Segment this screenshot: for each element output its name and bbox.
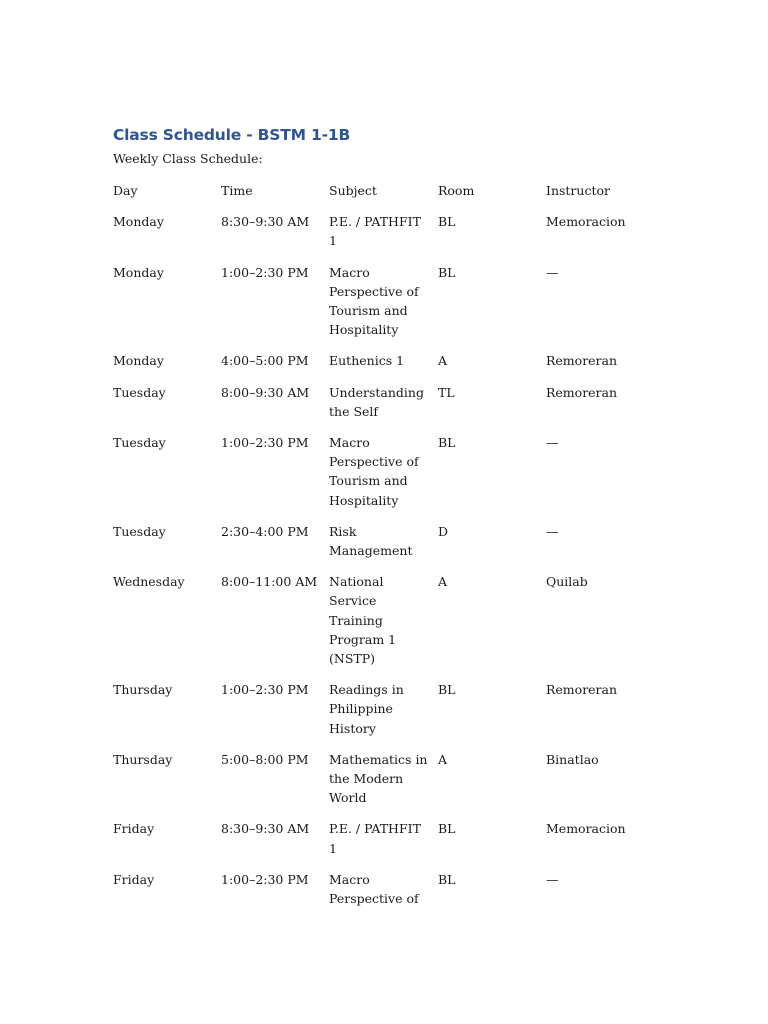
cell-room: A: [438, 574, 448, 590]
cell-room: BL: [438, 871, 456, 887]
cell-instructor: Binatlao: [546, 751, 599, 767]
cell-time: 8:00–9:30 AM: [221, 384, 310, 400]
table-row: [113, 351, 653, 382]
cell-instructor: Remoreran: [546, 384, 618, 400]
cell-day: Tuesday: [113, 523, 166, 539]
cell-subject: Risk Management: [329, 523, 413, 559]
cell-day: Monday: [113, 353, 164, 369]
cell-room: BL: [438, 821, 456, 837]
table-row: [113, 572, 653, 680]
cell-instructor: Memoracion: [546, 214, 626, 230]
table-row: [113, 263, 653, 352]
document-page: [113, 122, 673, 920]
cell-day: Friday: [113, 871, 155, 887]
cell-day: Tuesday: [113, 435, 166, 451]
cell-subject: Macro Perspective of Tourism and Hospitality: [329, 435, 419, 508]
table-row: [113, 433, 653, 522]
cell-subject: Macro Perspective of: [329, 871, 419, 907]
table-row: [113, 522, 653, 572]
column-header-subject: Subject: [329, 183, 377, 198]
cell-day: Thursday: [113, 682, 173, 698]
cell-time: 1:00–2:30 PM: [221, 264, 309, 280]
column-header-instructor: Instructor: [546, 183, 610, 198]
cell-room: BL: [438, 435, 456, 451]
cell-time: 4:00–5:00 PM: [221, 353, 309, 369]
cell-day: Thursday: [113, 751, 173, 767]
cell-day: Monday: [113, 214, 164, 230]
cell-day: Tuesday: [113, 384, 166, 400]
table-row: [113, 819, 653, 869]
table-row: [113, 870, 653, 920]
cell-time: 2:30–4:00 PM: [221, 523, 309, 539]
cell-time: 8:00–11:00 AM: [221, 574, 318, 590]
document-subtitle: Weekly Class Schedule:: [113, 151, 263, 166]
cell-time: 1:00–2:30 PM: [221, 682, 309, 698]
table-row: [113, 750, 653, 820]
cell-subject: P.E. / PATHFIT 1: [329, 214, 421, 249]
table-row: [113, 212, 653, 262]
cell-day: Monday: [113, 264, 164, 280]
table-header-row: [113, 181, 653, 212]
cell-subject: Macro Perspective of Tourism and Hospitality: [329, 264, 419, 338]
cell-time: 8:30–9:30 AM: [221, 214, 310, 230]
cell-room: A: [438, 751, 448, 767]
cell-instructor: Remoreran: [546, 682, 618, 698]
cell-room: BL: [438, 214, 456, 230]
cell-instructor: Quilab: [546, 574, 588, 590]
cell-time: 1:00–2:30 PM: [221, 871, 309, 887]
cell-instructor: —: [546, 264, 559, 280]
cell-instructor: —: [546, 523, 559, 539]
cell-instructor: Memoracion: [546, 821, 626, 837]
cell-time: 5:00–8:00 PM: [221, 751, 309, 767]
cell-instructor: Remoreran: [546, 353, 618, 369]
cell-subject: Mathematics in the Modern World: [329, 751, 428, 806]
cell-instructor: —: [546, 871, 559, 887]
cell-subject: Euthenics 1: [329, 353, 405, 369]
cell-instructor: —: [546, 435, 559, 451]
cell-subject: P.E. / PATHFIT 1: [329, 821, 421, 856]
cell-time: 8:30–9:30 AM: [221, 821, 310, 837]
cell-subject: National Service Training Program 1 (NSTP): [329, 574, 397, 667]
cell-subject: Readings in Philippine History: [329, 682, 404, 736]
table-row: [113, 383, 653, 433]
cell-day: Friday: [113, 821, 155, 837]
cell-time: 1:00–2:30 PM: [221, 435, 309, 451]
schedule-table: [113, 181, 653, 920]
column-header-day: Day: [113, 183, 138, 198]
cell-room: BL: [438, 682, 456, 698]
cell-day: Wednesday: [113, 574, 185, 590]
cell-room: D: [438, 523, 449, 539]
cell-room: BL: [438, 264, 456, 280]
cell-room: A: [438, 353, 448, 369]
cell-subject: Understanding the Self: [329, 384, 424, 419]
column-header-room: Room: [438, 183, 475, 198]
cell-room: TL: [438, 384, 455, 400]
table-row: [113, 680, 653, 750]
column-header-time: Time: [221, 183, 253, 198]
document-title: Class Schedule - BSTM 1-1B: [113, 126, 351, 144]
